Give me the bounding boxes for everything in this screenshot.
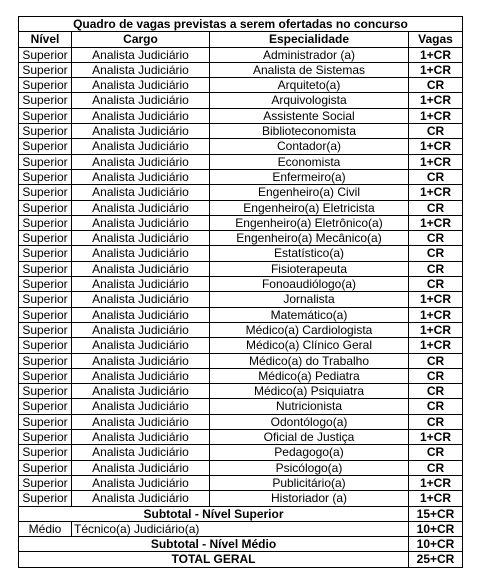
cell-vagas: 1+CR [409,491,463,506]
cell-cargo: Analista Judiciário [72,307,210,322]
cell-vagas: 1+CR [409,154,463,169]
cell-nivel: Superior [19,368,72,383]
cell-nivel: Superior [19,475,72,490]
cell-vagas: 1+CR [409,185,463,200]
table-row [19,384,463,399]
cell-cargo: Analista Judiciário [72,78,210,93]
cell-vagas: 1+CR [409,292,463,307]
cell-vagas: 1+CR [409,108,463,123]
cell-nivel: Superior [19,78,72,93]
cell-nivel: Superior [19,384,72,399]
cell-especialidade: Jornalista [210,292,409,307]
header-cargo: Cargo [72,32,210,47]
cell-nivel: Superior [19,185,72,200]
cell-vagas: CR [409,261,463,276]
cell-cargo: Analista Judiciário [72,139,210,154]
cell-nivel: Superior [19,93,72,108]
cell-especialidade: Economista [210,154,409,169]
table-row [19,200,463,215]
cell-nivel: Superior [19,430,72,445]
cell-vagas: CR [409,169,463,184]
table-row [19,185,463,200]
cell-especialidade: Médico(a) Psiquiatra [210,384,409,399]
table-row [19,246,463,261]
cell-vagas: CR [409,384,463,399]
medio-nivel: Médio [19,521,72,536]
header-especialidade: Especialidade [210,32,409,47]
table-row [19,108,463,123]
header-row [19,32,463,47]
cell-nivel: Superior [19,399,72,414]
table-row [19,491,463,506]
cell-vagas: CR [409,231,463,246]
cell-cargo: Analista Judiciário [72,430,210,445]
table-row [19,460,463,475]
cell-vagas: 1+CR [409,430,463,445]
table-row [19,353,463,368]
table-row [19,322,463,337]
cell-nivel: Superior [19,139,72,154]
table-row [19,414,463,429]
table-row [19,399,463,414]
table-row [19,215,463,230]
cell-nivel: Superior [19,108,72,123]
table-row [19,261,463,276]
subtotal-medio-row [19,537,463,552]
cell-especialidade: Médico(a) Pediatra [210,368,409,383]
cell-especialidade: Nutricionista [210,399,409,414]
table-footer [19,506,463,567]
cell-vagas: 1+CR [409,475,463,490]
cell-especialidade: Contador(a) [210,139,409,154]
cell-nivel: Superior [19,445,72,460]
total-label: TOTAL GERAL [19,552,409,567]
table-row [19,475,463,490]
cell-vagas: CR [409,368,463,383]
cell-especialidade: Psicólogo(a) [210,460,409,475]
cell-nivel: Superior [19,491,72,506]
cell-cargo: Analista Judiciário [72,246,210,261]
table-row [19,231,463,246]
table-row [19,169,463,184]
cell-vagas: CR [409,399,463,414]
cell-nivel: Superior [19,338,72,353]
cell-nivel: Superior [19,322,72,337]
subtotal-medio-value: 10+CR [409,537,463,552]
cell-nivel: Superior [19,261,72,276]
cell-especialidade: Administrador (a) [210,47,409,62]
cell-cargo: Analista Judiciário [72,108,210,123]
cell-cargo: Analista Judiciário [72,277,210,292]
cell-vagas: CR [409,246,463,261]
table-row [19,368,463,383]
table-row [19,292,463,307]
total-value: 25+CR [409,552,463,567]
cell-vagas: CR [409,277,463,292]
cell-vagas: CR [409,124,463,139]
table-row [19,307,463,322]
cell-vagas: CR [409,460,463,475]
vacancy-table [18,16,463,568]
cell-especialidade: Arquivologista [210,93,409,108]
cell-cargo: Analista Judiciário [72,292,210,307]
cell-nivel: Superior [19,460,72,475]
subtotal-superior-label: Subtotal - Nível Superior [19,506,409,521]
cell-especialidade: Engenheiro(a) Mecânico(a) [210,231,409,246]
cell-cargo: Analista Judiciário [72,414,210,429]
cell-cargo: Analista Judiciário [72,353,210,368]
medio-row [19,521,463,536]
cell-vagas: 1+CR [409,215,463,230]
cell-especialidade: Engenheiro(a) Eletrônico(a) [210,215,409,230]
cell-especialidade: Matemático(a) [210,307,409,322]
table-row [19,338,463,353]
table-row [19,430,463,445]
cell-vagas: CR [409,445,463,460]
cell-especialidade: Publicitário(a) [210,475,409,490]
cell-especialidade: Odontólogo(a) [210,414,409,429]
cell-nivel: Superior [19,292,72,307]
cell-vagas: 1+CR [409,139,463,154]
cell-cargo: Analista Judiciário [72,93,210,108]
table-row [19,154,463,169]
cell-cargo: Analista Judiciário [72,491,210,506]
cell-nivel: Superior [19,154,72,169]
cell-cargo: Analista Judiciário [72,215,210,230]
cell-vagas: 1+CR [409,93,463,108]
cell-especialidade: Enfermeiro(a) [210,169,409,184]
cell-especialidade: Engenheiro(a) Eletricista [210,200,409,215]
table-row [19,93,463,108]
header-vagas: Vagas [409,32,463,47]
cell-especialidade: Médico(a) Clínico Geral [210,338,409,353]
cell-vagas: CR [409,200,463,215]
total-row [19,552,463,567]
table-row [19,139,463,154]
cell-especialidade: Fisioterapeuta [210,261,409,276]
cell-vagas: 1+CR [409,307,463,322]
cell-nivel: Superior [19,62,72,77]
cell-vagas: 1+CR [409,322,463,337]
cell-especialidade: Engenheiro(a) Civil [210,185,409,200]
cell-cargo: Analista Judiciário [72,445,210,460]
cell-cargo: Analista Judiciário [72,261,210,276]
table-body [19,47,463,506]
cell-nivel: Superior [19,231,72,246]
subtotal-superior-value: 15+CR [409,506,463,521]
cell-especialidade: Fonoaudiólogo(a) [210,277,409,292]
cell-cargo: Analista Judiciário [72,200,210,215]
cell-vagas: 1+CR [409,338,463,353]
cell-nivel: Superior [19,307,72,322]
cell-especialidade: Médico(a) do Trabalho [210,353,409,368]
subtotal-superior-row [19,506,463,521]
cell-especialidade: Historiador (a) [210,491,409,506]
table-row [19,445,463,460]
cell-cargo: Analista Judiciário [72,62,210,77]
subtotal-medio-label: Subtotal - Nível Médio [19,537,409,552]
cell-especialidade: Assistente Social [210,108,409,123]
cell-vagas: CR [409,353,463,368]
cell-nivel: Superior [19,124,72,139]
table-row [19,277,463,292]
cell-cargo: Analista Judiciário [72,368,210,383]
cell-especialidade: Arquiteto(a) [210,78,409,93]
cell-cargo: Analista Judiciário [72,475,210,490]
cell-cargo: Analista Judiciário [72,154,210,169]
cell-nivel: Superior [19,200,72,215]
cell-nivel: Superior [19,414,72,429]
table-row [19,78,463,93]
cell-nivel: Superior [19,169,72,184]
cell-cargo: Analista Judiciário [72,231,210,246]
cell-vagas: CR [409,78,463,93]
cell-nivel: Superior [19,353,72,368]
cell-nivel: Superior [19,215,72,230]
cell-especialidade: Pedagogo(a) [210,445,409,460]
cell-especialidade: Analista de Sistemas [210,62,409,77]
cell-vagas: 1+CR [409,47,463,62]
cell-cargo: Analista Judiciário [72,384,210,399]
cell-especialidade: Médico(a) Cardiologista [210,322,409,337]
table-row [19,47,463,62]
medio-vagas: 10+CR [409,521,463,536]
cell-especialidade: Estatístico(a) [210,246,409,261]
table-title: Quadro de vagas previstas a serem ofertadas no concurso [19,17,463,32]
cell-vagas: CR [409,414,463,429]
cell-cargo: Analista Judiciário [72,460,210,475]
cell-cargo: Analista Judiciário [72,399,210,414]
cell-nivel: Superior [19,246,72,261]
cell-cargo: Analista Judiciário [72,169,210,184]
cell-nivel: Superior [19,47,72,62]
cell-cargo: Analista Judiciário [72,124,210,139]
cell-cargo: Analista Judiciário [72,338,210,353]
cell-cargo: Analista Judiciário [72,185,210,200]
cell-cargo: Analista Judiciário [72,322,210,337]
table-row [19,62,463,77]
table-row [19,124,463,139]
cell-especialidade: Biblioteconomista [210,124,409,139]
cell-especialidade: Oficial de Justiça [210,430,409,445]
cell-nivel: Superior [19,277,72,292]
header-nivel: Nível [19,32,72,47]
cell-cargo: Analista Judiciário [72,47,210,62]
cell-vagas: 1+CR [409,62,463,77]
medio-cargo: Técnico(a) Judiciário(a) [72,521,409,536]
table-caption-row [19,17,463,32]
